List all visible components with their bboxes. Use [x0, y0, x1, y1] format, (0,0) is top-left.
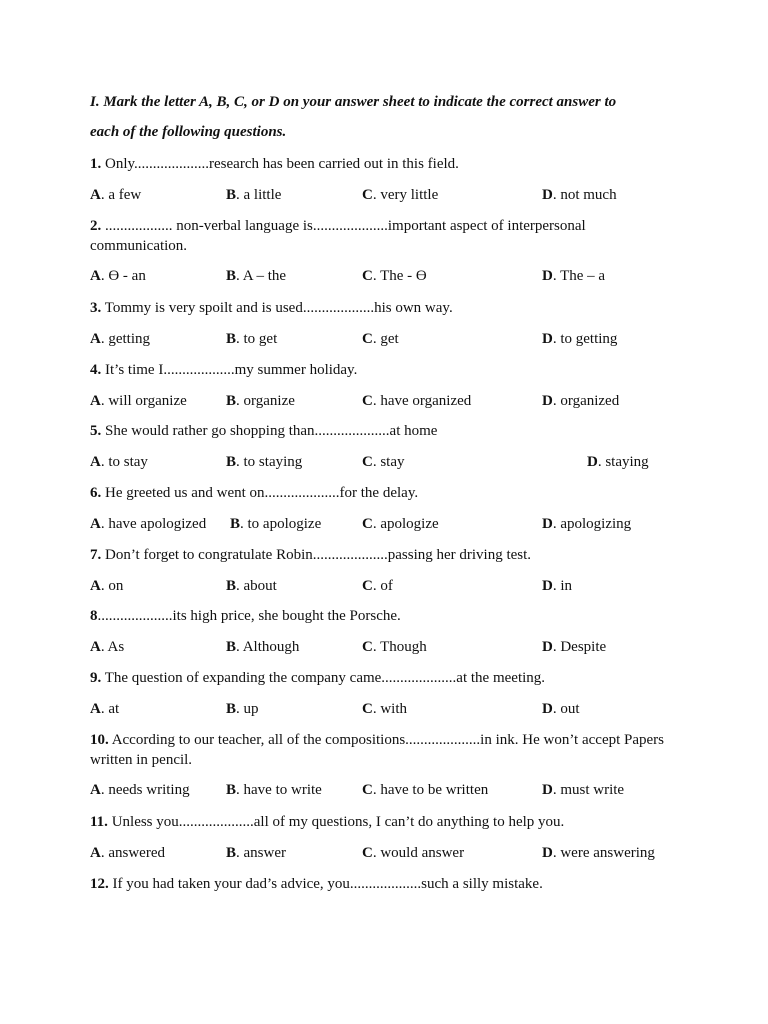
option-d[interactable]: D. were answering — [542, 845, 655, 861]
option-b[interactable]: B. organize — [226, 393, 295, 409]
question-7 — [90, 545, 680, 565]
option-c[interactable]: C. apologize — [362, 516, 439, 532]
question-number: 2. — [90, 218, 102, 234]
option-c[interactable]: C. would answer — [362, 845, 465, 861]
question-number: 11. — [90, 814, 108, 830]
question-text: Don’t forget to congratulate Robin....................passing her driving test. — [105, 547, 532, 563]
option-b[interactable]: B. up — [226, 701, 259, 717]
question-text: Only....................research has been carried out in this field. — [105, 156, 459, 172]
question-4 — [90, 360, 680, 380]
option-c[interactable]: C. have to be written — [362, 782, 489, 798]
options-row-2 — [0, 266, 768, 286]
options-row-5 — [0, 452, 768, 472]
question-1 — [90, 154, 680, 174]
question-number: 5. — [90, 423, 102, 439]
option-c[interactable]: C. of — [362, 578, 393, 594]
option-d[interactable]: D. not much — [542, 187, 617, 203]
options-row-3 — [0, 329, 768, 349]
option-c[interactable]: C. very little — [362, 187, 439, 203]
question-text: She would rather go shopping than....................at home — [105, 423, 438, 439]
question-text: ....................its high price, she bought the Porsche. — [97, 608, 401, 624]
option-d[interactable]: D. to getting — [542, 331, 618, 347]
question-number: 8 — [90, 608, 98, 624]
question-text: It’s time I...................my summer holiday. — [105, 362, 358, 378]
option-b[interactable]: B. about — [226, 578, 277, 594]
option-a[interactable]: A. As — [90, 639, 125, 655]
option-a[interactable]: A. on — [90, 578, 124, 594]
option-a[interactable]: A. Ɵ - an — [90, 268, 146, 284]
instruction-line-2: each of the following questions. — [90, 124, 287, 140]
option-a[interactable]: A. will organize — [90, 393, 187, 409]
options-row-6 — [0, 514, 768, 534]
question-text: .................. non-verbal language is....................important aspect of interpersonal communication. — [90, 218, 586, 254]
options-row-7 — [0, 576, 768, 596]
options-row-1 — [0, 185, 768, 205]
question-number: 7. — [90, 547, 102, 563]
option-c[interactable]: C. stay — [362, 454, 405, 470]
question-number: 12. — [90, 876, 109, 892]
options-row-11 — [0, 843, 768, 863]
question-text: The question of expanding the company came....................at the meeting. — [104, 670, 546, 686]
question-12 — [90, 874, 680, 894]
option-b[interactable]: B. to get — [226, 331, 278, 347]
question-number: 10. — [90, 732, 109, 748]
option-b[interactable]: B. a little — [226, 187, 282, 203]
option-c[interactable]: C. The - Ɵ — [362, 268, 427, 284]
option-b[interactable]: B. A – the — [226, 268, 287, 284]
question-number: 6. — [90, 485, 102, 501]
option-a[interactable]: A. a few — [90, 187, 142, 203]
option-c[interactable]: C. Though — [362, 639, 427, 655]
option-c[interactable]: C. with — [362, 701, 408, 717]
option-d[interactable]: D. The – a — [542, 268, 606, 284]
option-c[interactable]: C. get — [362, 331, 399, 347]
question-8 — [90, 606, 680, 626]
option-d[interactable]: D. staying — [587, 454, 649, 470]
option-d[interactable]: D. out — [542, 701, 580, 717]
option-b[interactable]: B. to staying — [226, 454, 303, 470]
options-row-9 — [0, 699, 768, 719]
options-row-4 — [0, 391, 768, 411]
option-a[interactable]: A. getting — [90, 331, 151, 347]
option-d[interactable]: D. organized — [542, 393, 620, 409]
question-text: Unless you....................all of my questions, I can’t do anything to help you. — [111, 814, 565, 830]
question-10 — [90, 730, 680, 770]
option-b[interactable]: B. to apologize — [230, 516, 322, 532]
option-a[interactable]: A. to stay — [90, 454, 148, 470]
option-d[interactable]: D. Despite — [542, 639, 607, 655]
options-row-10 — [0, 780, 768, 800]
question-6 — [90, 483, 680, 503]
option-b[interactable]: B. have to write — [226, 782, 322, 798]
option-d[interactable]: D. in — [542, 578, 573, 594]
question-11 — [90, 812, 680, 832]
option-b[interactable]: B. Although — [226, 639, 300, 655]
question-9 — [90, 668, 680, 688]
option-a[interactable]: A. have apologized — [90, 516, 207, 532]
question-number: 3. — [90, 300, 102, 316]
option-a[interactable]: A. answered — [90, 845, 165, 861]
option-a[interactable]: A. at — [90, 701, 120, 717]
question-text: According to our teacher, all of the compositions....................in ink. He won’t accept Papers written in pencil. — [90, 732, 665, 768]
question-3 — [90, 298, 680, 318]
question-5 — [90, 421, 680, 441]
question-2 — [90, 216, 680, 256]
question-number: 9. — [90, 670, 102, 686]
instruction-line-1: I. Mark the letter A, B, C, or D on your answer sheet to indicate the correct answer to — [90, 94, 617, 110]
option-d[interactable]: D. apologizing — [542, 516, 632, 532]
option-a[interactable]: A. needs writing — [90, 782, 190, 798]
option-d[interactable]: D. must write — [542, 782, 625, 798]
options-row-8 — [0, 637, 768, 657]
question-number: 1. — [90, 156, 102, 172]
question-number: 4. — [90, 362, 102, 378]
option-b[interactable]: B. answer — [226, 845, 286, 861]
question-text: He greeted us and went on....................for the delay. — [105, 485, 419, 501]
question-text: Tommy is very spoilt and is used...................his own way. — [104, 300, 453, 316]
option-c[interactable]: C. have organized — [362, 393, 472, 409]
question-text: If you had taken your dad’s advice, you...................such a silly mistake. — [112, 876, 543, 892]
